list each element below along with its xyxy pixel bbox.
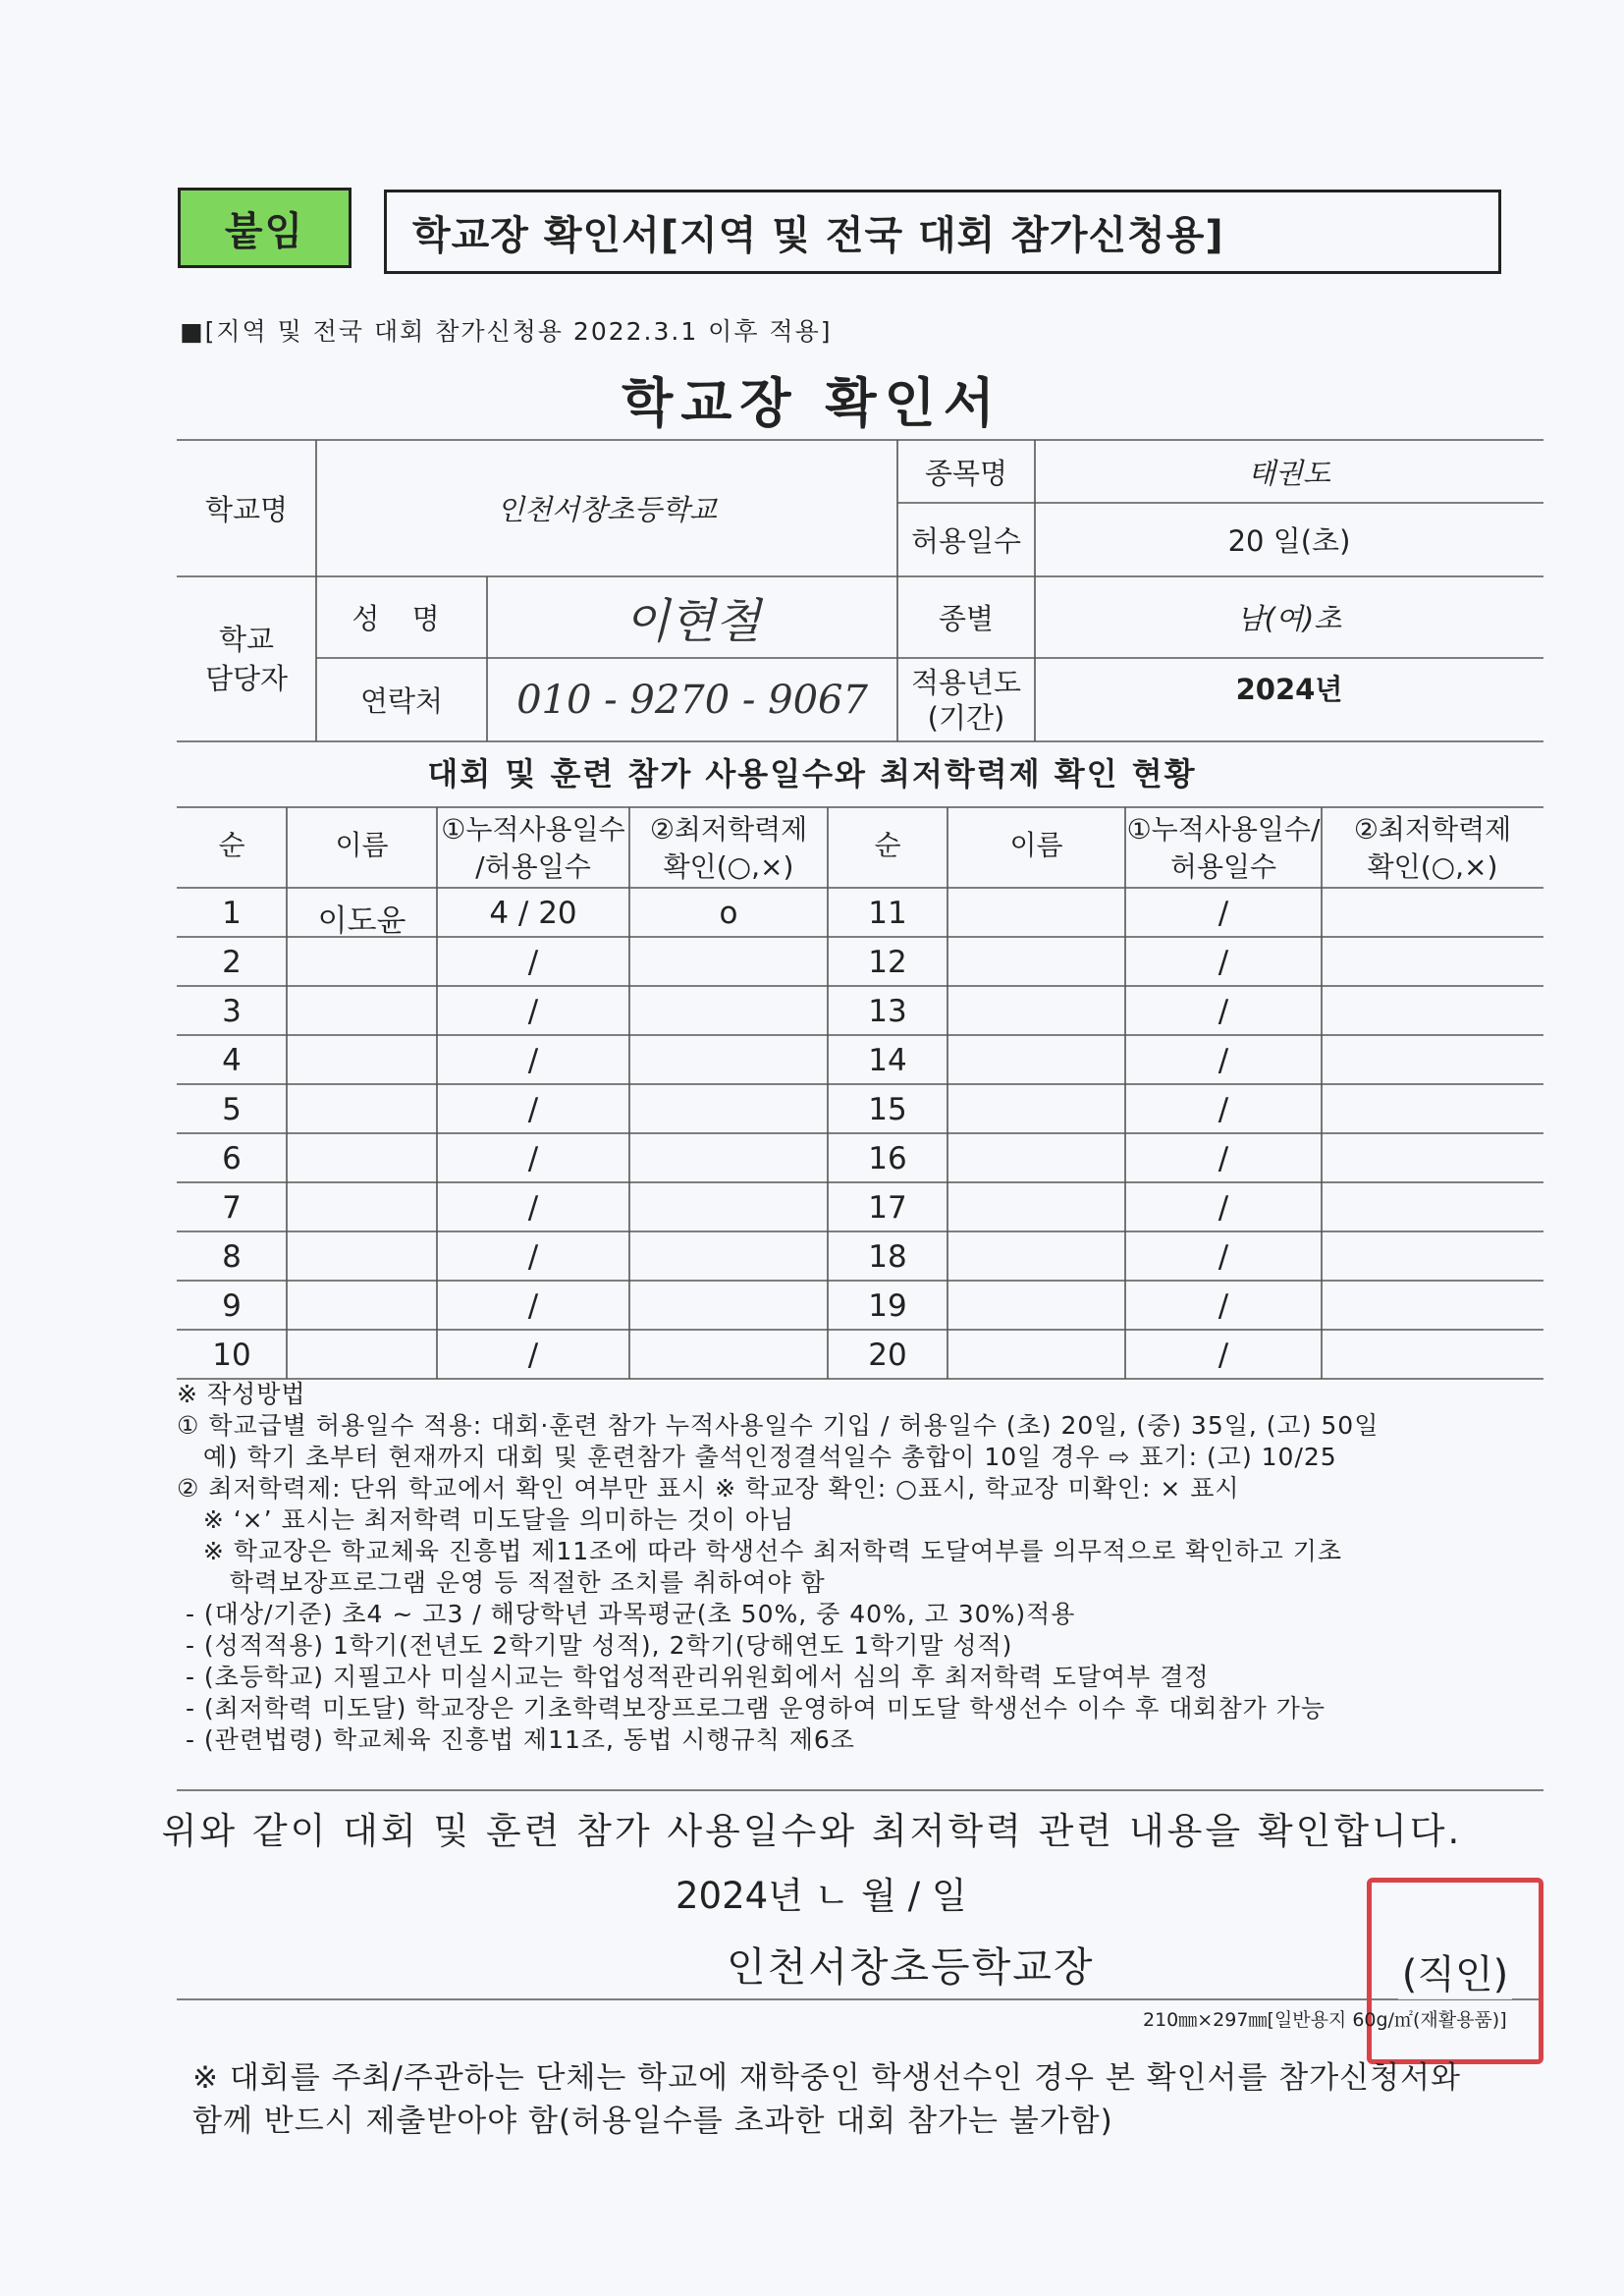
note-line: 예) 학기 초부터 현재까지 대회 및 훈련참가 출석인정결석일수 총합이 10일 경우 ⇨ 표기: (고) 10/25 — [177, 1443, 1337, 1471]
footnote-line2: 함께 반드시 제출받아야 함(허용일수를 초과한 대회 참가는 불가함) — [192, 2104, 1113, 2139]
table-cell-right-days: / — [1218, 1338, 1229, 1373]
table-cell-left-seq: 8 — [222, 1239, 242, 1275]
table-cell-left-days: / — [527, 1288, 539, 1324]
table-cell-right-seq: 11 — [868, 896, 907, 931]
header-check-left-line1: ②최저학력제 — [649, 813, 808, 846]
table-cell-right-days: / — [1218, 1141, 1229, 1176]
table-cell-left-seq: 4 — [222, 1043, 242, 1078]
note-line: - (최저학력 미도달) 학교장은 기초학력보장프로그램 운영하여 미도달 학생선수 이수 후 대회참가 가능 — [177, 1694, 1326, 1722]
table-cell-left-seq: 3 — [222, 994, 242, 1029]
confirmation-statement: 위와 같이 대회 및 훈련 참가 사용일수와 최저학력 관련 내용을 확인합니다. — [161, 1810, 1463, 1852]
note-line: ※ 학교장은 학교체육 진흥법 제11조에 따라 학생선수 최저학력 도달여부를 의무적으로 확인하고 기초 — [177, 1537, 1343, 1565]
contact-phone-value: 010 - 9270 - 9067 — [516, 677, 868, 723]
header-check-left-line2: 확인(○,×) — [663, 850, 794, 883]
table-cell-left-days: / — [527, 1092, 539, 1127]
official-seal — [1367, 1878, 1543, 2064]
sport-value: 태권도 — [1247, 456, 1331, 490]
note-line: ※ 작성방법 — [177, 1380, 306, 1408]
note-line: ① 학교급별 허용일수 적용: 대회·훈련 참가 누적사용일수 기입 / 허용일수 (초) 20일, (중) 35일, (고) 50일 — [177, 1411, 1380, 1440]
apply-year-label-line1: 적용년도 — [910, 665, 1022, 699]
gender-label: 종별 — [938, 602, 995, 635]
table-cell-right-days: / — [1218, 945, 1229, 980]
table-cell-left-days: / — [527, 1190, 539, 1226]
header-days-left-line1: ①누적사용일수 — [441, 813, 625, 846]
contact-group-label-line2: 담당자 — [204, 662, 289, 695]
allowed-days-value: 20 일(초) — [1227, 524, 1351, 558]
document-header-title: 학교장 확인서[지역 및 전국 대회 참가신청용] — [384, 190, 1501, 274]
gender-value: 남(여)초 — [1236, 602, 1342, 635]
table-cell-right-days: / — [1218, 1092, 1229, 1127]
contact-phone-label: 연락처 — [359, 684, 444, 718]
header-days-right-line1: ①누적사용일수/ — [1126, 813, 1321, 846]
allowed-days-label: 허용일수 — [910, 524, 1022, 558]
header-check-left — [629, 811, 828, 886]
attachment-tag: 붙임 — [178, 188, 352, 268]
table-cell-left-name: 이도윤 — [317, 903, 406, 939]
table-cell-right-seq: 17 — [868, 1190, 907, 1226]
header-name-left: 이름 — [335, 829, 389, 861]
table-cell-left-days: / — [527, 945, 539, 980]
principal-name: 인천서창초등학교장 — [727, 1943, 1095, 1991]
footnote-line1: ※ 대회를 주최/주관하는 단체는 학교에 재학중인 학생선수인 경우 본 확인서를 참가신청서와 — [192, 2060, 1461, 2096]
header-name-right: 이름 — [1009, 829, 1063, 861]
header-check-right-line2: 확인(○,×) — [1367, 850, 1498, 883]
header-days-left-line2: /허용일수 — [475, 850, 591, 883]
table-cell-left-seq: 5 — [222, 1092, 242, 1127]
header-check-right-line1: ②최저학력제 — [1353, 813, 1512, 846]
table-cell-left-seq: 2 — [222, 945, 242, 980]
table-cell-right-seq: 16 — [868, 1141, 907, 1176]
section-title: 대회 및 훈련 참가 사용일수와 최저학력제 확인 현황 — [427, 755, 1197, 793]
table-cell-left-seq: 6 — [222, 1141, 242, 1176]
table-cell-left-days: 4 / 20 — [489, 896, 577, 931]
note-line: ※ ‘×’ 표시는 최저학력 미도달을 의미하는 것이 아님 — [177, 1505, 795, 1534]
table-cell-left-days: / — [527, 1141, 539, 1176]
document-title: 학교장 확인서 — [622, 372, 1002, 434]
school-name-value: 인천서창초등학교 — [496, 493, 718, 526]
header-days-left — [437, 811, 629, 886]
table-cell-left-seq: 10 — [212, 1338, 251, 1373]
signature-date: 2024년 ㄴ 월 / 일 — [676, 1875, 967, 1917]
table-cell-left-days: / — [527, 1338, 539, 1373]
school-name-label: 학교명 — [204, 493, 289, 526]
contact-name-value: 이현철 — [623, 594, 761, 649]
apply-year-label — [897, 658, 1035, 741]
note-line: - (대상/기준) 초4 ~ 고3 / 해당학년 과목평균(초 50%, 중 40%, 고 30%)적용 — [177, 1600, 1076, 1628]
apply-note: ■[지역 및 전국 대회 참가신청용 2022.3.1 이후 적용] — [180, 317, 833, 346]
table-cell-left-check: o — [719, 896, 738, 931]
table-cell-right-days: / — [1218, 1043, 1229, 1078]
table-cell-right-seq: 13 — [868, 994, 907, 1029]
table-cell-right-seq: 14 — [868, 1043, 907, 1078]
note-line: 학력보장프로그램 운영 등 적절한 조치를 취하여야 함 — [177, 1568, 826, 1597]
writing-instructions — [177, 1379, 1551, 1756]
note-line: ② 최저학력제: 단위 학교에서 확인 여부만 표시 ※ 학교장 확인: ○표시, 학교장 미확인: × 표시 — [177, 1474, 1240, 1503]
contact-name-label: 성 명 — [352, 602, 452, 635]
table-cell-left-days: / — [527, 1239, 539, 1275]
apply-year-value: 2024년 — [1235, 672, 1343, 706]
paper-spec: 210㎜×297㎜[일반용지 60g/㎡(재활용품)] — [1143, 2009, 1507, 2031]
table-cell-right-seq: 15 — [868, 1092, 907, 1127]
table-cell-right-days: / — [1218, 1190, 1229, 1226]
table-cell-right-days: / — [1218, 994, 1229, 1029]
table-cell-right-days: / — [1218, 1288, 1229, 1324]
sport-label: 종목명 — [924, 456, 1008, 490]
table-cell-left-seq: 1 — [222, 896, 242, 931]
table-cell-right-days: / — [1218, 1239, 1229, 1275]
seal-label: (직인) — [1398, 1943, 1513, 1999]
note-line: - (관련법령) 학교체육 진흥법 제11조, 동법 시행규칙 제6조 — [177, 1725, 855, 1754]
header-days-right-line2: 허용일수 — [1169, 850, 1277, 883]
note-line: - (성적적용) 1학기(전년도 2학기말 성적), 2학기(당해연도 1학기말 성적) — [177, 1631, 1013, 1660]
header-check-right — [1322, 811, 1543, 886]
submission-footnote — [192, 2056, 1547, 2143]
contact-group-label-line1: 학교 — [218, 623, 275, 656]
header-days-right — [1125, 811, 1322, 886]
header-seq-right: 순 — [874, 829, 901, 861]
header-seq-left: 순 — [218, 829, 245, 861]
table-cell-left-seq: 9 — [222, 1288, 242, 1324]
table-cell-right-seq: 18 — [868, 1239, 907, 1275]
table-cell-right-days: / — [1218, 896, 1229, 931]
table-cell-left-days: / — [527, 1043, 539, 1078]
table-cell-right-seq: 20 — [868, 1338, 907, 1373]
school-contact-group-label — [177, 576, 316, 741]
table-cell-left-seq: 7 — [222, 1190, 242, 1226]
note-line: - (초등학교) 지필고사 미실시교는 학업성적관리위원회에서 심의 후 최저학력 도달여부 결정 — [177, 1663, 1210, 1691]
table-cell-right-seq: 12 — [868, 945, 907, 980]
table-cell-right-seq: 19 — [868, 1288, 907, 1324]
table-cell-left-days: / — [527, 994, 539, 1029]
apply-year-label-line2: (기간) — [927, 700, 1005, 735]
